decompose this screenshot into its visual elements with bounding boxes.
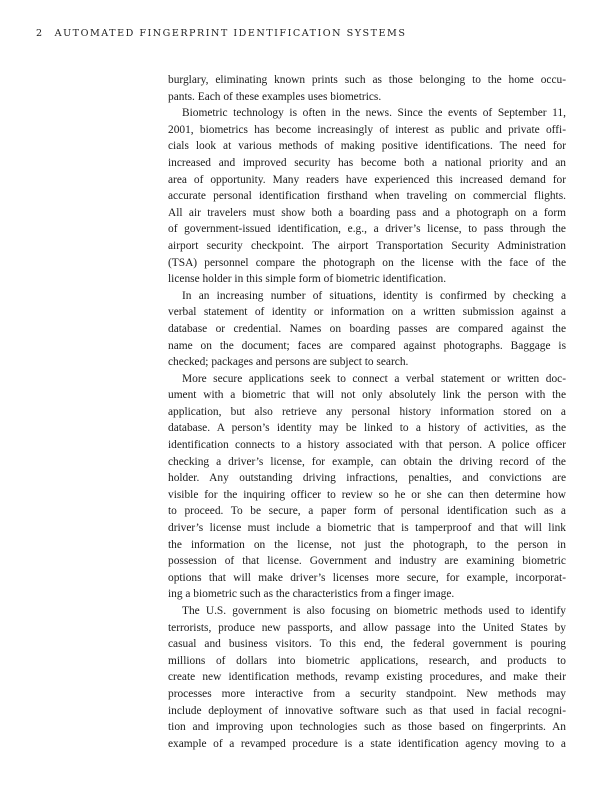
text-line: the information on the license, not just the photograph, to the person in xyxy=(168,538,566,551)
paragraph xyxy=(168,105,566,288)
text-line: ing a biometric such as the characteristics from a finger image. xyxy=(168,588,455,601)
paragraph xyxy=(168,72,566,105)
running-head xyxy=(36,28,406,39)
text-line: terrorists, produce new passports, and allow passage into the United States by xyxy=(168,621,566,634)
text-line: database or credential. Names on boarding passes are compared against the xyxy=(168,322,566,335)
paragraph xyxy=(168,288,566,371)
text-line: More secure applications seek to connect a verbal statement or written doc- xyxy=(182,372,566,385)
text-line: ument with a biometric that will not only absolutely link the person with the xyxy=(168,389,566,402)
text-line: checked; packages and persons are subject to search. xyxy=(168,356,409,369)
text-line: increased and improved security has become both a national priority and an xyxy=(168,156,566,169)
text-line: license holder in this simple form of biometric identification. xyxy=(168,273,447,286)
text-line: burglary, eliminating known prints such as those belonging to the home occu- xyxy=(168,74,566,86)
text-line: create new identification methods, revamp existing procedures, and make their xyxy=(168,671,566,684)
text-line: 2001, biometrics has become increasingly of interest as public and private offi- xyxy=(168,123,566,136)
text-line: include deployment of innovative software such as that used in facial recogni- xyxy=(168,704,566,717)
text-line: All air travelers must show both a boarding pass and a photograph on a form xyxy=(168,206,566,219)
text-line: database. A person’s identity may be linked to a history of activities, as the xyxy=(168,422,566,435)
text-line: cials look at various methods of making positive identifications. The need for xyxy=(168,140,566,153)
text-line: casual and business visitors. To this end, the federal government is pouring xyxy=(168,638,566,651)
text-line: visible for the inquiring officer to review so he or she can then determine how xyxy=(168,488,566,501)
text-line: tion and improving upon technologies such as those based on fingerprints. An xyxy=(168,721,566,734)
text-line: The U.S. government is also focusing on biometric methods used to identify xyxy=(182,605,566,617)
text-line: verbal statement of identity or information on a written submission against a xyxy=(168,306,566,319)
text-line: example of a revamped procedure is a state identification agency moving to a xyxy=(168,737,566,750)
page-number: 2 xyxy=(36,28,43,39)
running-head-title: AUTOMATED FINGERPRINT IDENTIFICATION SYSTEMS xyxy=(54,28,407,39)
text-line: pants. Each of these examples uses biometrics. xyxy=(168,90,382,103)
text-line: options that will make driver’s licenses more secure, for example, incorporat- xyxy=(168,571,566,584)
text-line: of government-issued identification, e.g., a driver’s license, to pass through the xyxy=(168,223,566,236)
text-line: to proceed. To be secure, a paper form of personal identification such as a xyxy=(168,505,566,518)
text-line: millions of dollars into biometric applications, research, and products to xyxy=(168,654,566,667)
text-line: Biometric technology is often in the news. Since the events of September 11, xyxy=(182,107,566,120)
text-line: processes more interactive from a security standpoint. New methods may xyxy=(168,687,566,700)
text-line: name on the document; faces are compared against photographs. Baggage is xyxy=(168,339,566,352)
text-line: possession of that license. Government and industry are examining biometric xyxy=(168,555,566,568)
text-line: identification connects to a history associated with that person. A police officer xyxy=(168,439,566,452)
paragraph xyxy=(168,603,566,752)
text-line: driver’s license must include a biometric that is tamperproof and that will link xyxy=(168,522,566,535)
body-text xyxy=(168,72,566,752)
text-line: accurate personal identification firsthand when traveling on commercial flights. xyxy=(168,190,566,203)
text-line: holder. Any outstanding driving infractions, penalties, and convictions are xyxy=(168,472,566,485)
text-line: area of opportunity. Many readers have experienced this increased demand for xyxy=(168,173,566,186)
text-line: application, but also retrieve any personal history information stored on a xyxy=(168,405,566,418)
text-line: checking a driver’s license, for example, can obtain the driving record of the xyxy=(168,455,566,468)
text-line: airport security checkpoint. The airport Transportation Security Administration xyxy=(168,239,566,252)
text-line: In an increasing number of situations, identity is confirmed by checking a xyxy=(182,289,566,302)
text-line: (TSA) personnel compare the photograph on the license with the face of the xyxy=(168,256,566,269)
paragraph xyxy=(168,371,566,603)
